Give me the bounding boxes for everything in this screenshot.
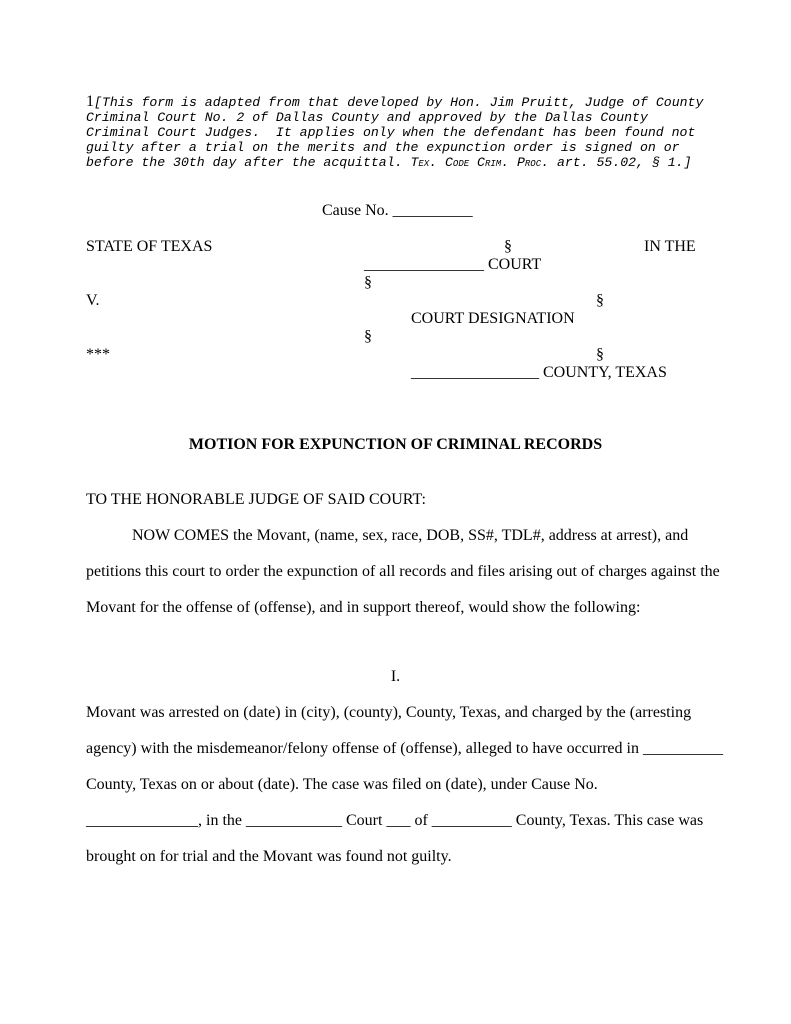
form-note [86,94,726,170]
form-note-line-4: guilty after a trial on the merits and the expunction order is signed on or [86,140,680,155]
form-note-line-2: Criminal Court No. 2 of Dallas County and approved by the Dallas County [86,110,648,125]
section-heading: I. [390,668,401,685]
party-state: STATE OF TEXAS [86,238,213,255]
section-symbol-1: § [504,238,512,255]
form-note-line-5: before the 30th day after the acquittal. Tex. Code Crim. Proc. art. 55.02, § 1.] [86,155,692,170]
form-note-line-3: Criminal Court Judges. It applies only when the defendant has been found not [86,125,696,140]
section-one-line-1: Movant was arrested on (date) in (city), (county), County, Texas, and charged by the (arresting [86,704,692,721]
intro-line-3: Movant for the offense of (offense), and in support thereof, would show the following: [86,599,641,616]
form-note-line-1: [This form is adapted from that developed by Hon. Jim Pruitt, Judge of County [94,95,704,110]
intro-line-1: NOW COMES the Movant, (name, sex, race, DOB, SS#, TDL#, address at arrest), and [132,527,689,544]
section-one-line-4: ______________, in the ____________ Court ___ of __________ County, Texas. This case was [86,812,704,829]
versus-label: V. [86,292,100,309]
section-one-line-2: agency) with the misdemeanor/felony offense of (offense), alleged to have occurred in __________ [86,740,723,757]
section-one-line-5: brought on for trial and the Movant was found not guilty. [86,848,452,865]
court-blank: _______________ COURT [364,256,542,273]
cause-number: Cause No. __________ [322,202,473,219]
section-symbol-2: § [364,274,372,291]
defendant-placeholder: *** [86,346,110,363]
section-one-line-3: County, Texas on or about (date). The case was filed on (date), under Cause No. [86,776,598,793]
section-symbol-4: § [364,328,372,345]
court-designation: COURT DESIGNATION [411,310,575,327]
statute-citation: Tex. Code Crim. Proc. [410,155,550,170]
footnote-marker: 1 [86,93,94,110]
section-symbol-5: § [596,346,604,363]
county-blank: ________________ COUNTY, TEXAS [411,364,667,381]
section-symbol-3: § [596,292,604,309]
document-title: MOTION FOR EXPUNCTION OF CRIMINAL RECORDS [188,436,603,453]
in-the-label: IN THE [644,238,696,255]
salutation: TO THE HONORABLE JUDGE OF SAID COURT: [86,491,426,508]
intro-line-2: petitions this court to order the expunction of all records and files arising out of charges against the [86,563,720,580]
